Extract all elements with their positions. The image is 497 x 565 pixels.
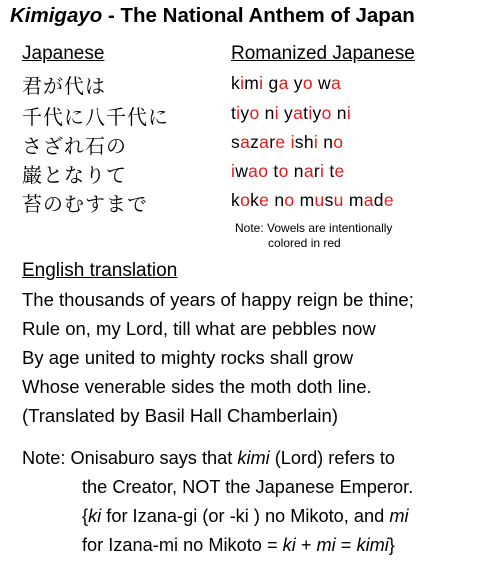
consonant-segment: sh — [294, 132, 314, 152]
note-mi: mi — [389, 506, 409, 526]
consonant-segment: k — [231, 190, 241, 210]
vowel-segment: a — [278, 73, 289, 93]
consonant-segment: y — [288, 73, 303, 93]
note-mi: mi — [316, 535, 336, 555]
english-line-5: (Translated by Basil Hall Chamberlain) — [22, 405, 338, 426]
note-brace: { — [82, 506, 89, 526]
vowel-segment: i — [320, 161, 325, 181]
vowel-segment: e — [334, 161, 345, 181]
vowel-segment: i — [240, 73, 245, 93]
page-title — [10, 4, 415, 28]
note-line-3 — [82, 506, 409, 527]
vowel-segment: a — [363, 190, 374, 210]
note-kimi: kimi — [237, 448, 270, 468]
consonant-segment: k — [250, 190, 260, 210]
vowel-segment: e — [383, 190, 394, 210]
vowel-segment: i — [236, 103, 241, 123]
vowel-segment: e — [259, 190, 270, 210]
vowel-segment: e — [275, 132, 286, 152]
note-text: + — [295, 535, 317, 555]
vowel-segment: a — [330, 73, 342, 93]
consonant-segment: n — [259, 103, 275, 123]
vowel-segment: o — [302, 73, 313, 93]
note-text: for Izana-gi (or -ki ) no Mikoto, and — [101, 506, 390, 526]
consonant-segment: y — [240, 103, 250, 123]
consonant-segment: r — [269, 132, 276, 152]
japanese-line-1: 君が代は — [22, 74, 106, 98]
vowel-segment: a — [293, 103, 304, 123]
japanese-line-4: 巌となりて — [22, 163, 127, 187]
romanized-line-5 — [231, 190, 394, 211]
note-line-4 — [82, 535, 395, 556]
vowel-segment: o — [278, 161, 289, 181]
consonant-segment: n — [318, 132, 334, 152]
consonant-segment: w — [235, 161, 249, 181]
consonant-segment: n — [331, 103, 347, 123]
note-kimi: kimi — [356, 535, 389, 555]
romanized-line-3 — [231, 132, 343, 153]
note-text: Onisaburo says that — [70, 448, 238, 468]
consonant-segment: z — [250, 132, 260, 152]
vowel-segment: o — [333, 132, 344, 152]
vowel-segment: i — [274, 103, 279, 123]
consonant-segment: y — [312, 103, 322, 123]
vowel-segment: o — [240, 190, 251, 210]
note-ki: ki — [282, 535, 296, 555]
vowel-segment: i — [290, 132, 295, 152]
vowel-segment: i — [259, 73, 264, 93]
consonant-segment: n — [269, 190, 285, 210]
note-text: (Lord) refers to — [269, 448, 396, 468]
vowel-segment: i — [313, 132, 319, 152]
romanized-line-2 — [231, 103, 351, 124]
english-line-4: Whose venerable sides the moth doth line. — [22, 376, 372, 397]
consonant-segment: r — [313, 161, 321, 181]
vowel-segment: a — [240, 132, 251, 152]
english-line-1: The thousands of years of happy reign be thine; — [22, 289, 414, 310]
consonant-segment: t — [231, 103, 237, 123]
romanized-line-4 — [231, 161, 345, 182]
vowel-segment: a — [259, 132, 270, 152]
note-ki: ki — [88, 506, 102, 526]
vowel-segment: o — [321, 103, 332, 123]
note-brace: } — [388, 535, 395, 555]
consonant-segment: s — [231, 132, 241, 152]
note-text: = — [335, 535, 357, 555]
japanese-line-2: 千代に八千代に — [22, 105, 169, 129]
romanized-line-1 — [231, 73, 341, 94]
vowel-segment: u — [314, 190, 325, 210]
consonant-segment: g — [263, 73, 279, 93]
consonant-segment: m — [343, 190, 364, 210]
consonant-segment: d — [373, 190, 384, 210]
english-line-3: By age united to mighty rocks shall grow — [22, 347, 354, 368]
consonant-segment: m — [294, 190, 315, 210]
consonant-segment: w — [312, 73, 331, 93]
consonant-segment: s — [324, 190, 334, 210]
consonant-segment: y — [278, 103, 294, 123]
consonant-segment: k — [231, 73, 241, 93]
japanese-header: Japanese — [22, 43, 105, 64]
vowel-segment: a — [248, 161, 259, 181]
consonant-segment: t — [324, 161, 335, 181]
title-italic: Kimigayo — [10, 4, 103, 27]
note-line-2: the Creator, NOT the Japanese Emperor. — [82, 477, 414, 497]
vowel-segment: o — [258, 161, 269, 181]
japanese-line-5: 苔のむすまで — [22, 192, 148, 216]
consonant-segment: n — [288, 161, 304, 181]
vowel-segment: u — [333, 190, 344, 210]
consonant-segment: t — [303, 103, 309, 123]
vowel-note-line-2: colored in red — [268, 236, 341, 250]
english-header: English translation — [22, 260, 178, 281]
vowel-segment: i — [308, 103, 313, 123]
consonant-segment: t — [268, 161, 279, 181]
vowel-segment: o — [249, 103, 260, 123]
english-line-2: Rule on, my Lord, till what are pebbles now — [22, 318, 376, 339]
vowel-segment: i — [346, 103, 352, 123]
vowel-segment: o — [284, 190, 295, 210]
note-line-1 — [22, 448, 395, 469]
vowel-segment: i — [231, 161, 236, 181]
note-label: Note: — [22, 448, 71, 468]
japanese-line-3: さざれ石の — [22, 134, 127, 158]
note-text: for Izana-mi no Mikoto = — [82, 535, 283, 555]
romanized-header: Romanized Japanese — [231, 43, 415, 64]
vowel-note-line-1: Note: Vowels are intentionally — [235, 221, 393, 235]
consonant-segment: m — [244, 73, 260, 93]
title-rest: - The National Anthem of Japan — [102, 4, 415, 27]
vowel-segment: a — [303, 161, 314, 181]
